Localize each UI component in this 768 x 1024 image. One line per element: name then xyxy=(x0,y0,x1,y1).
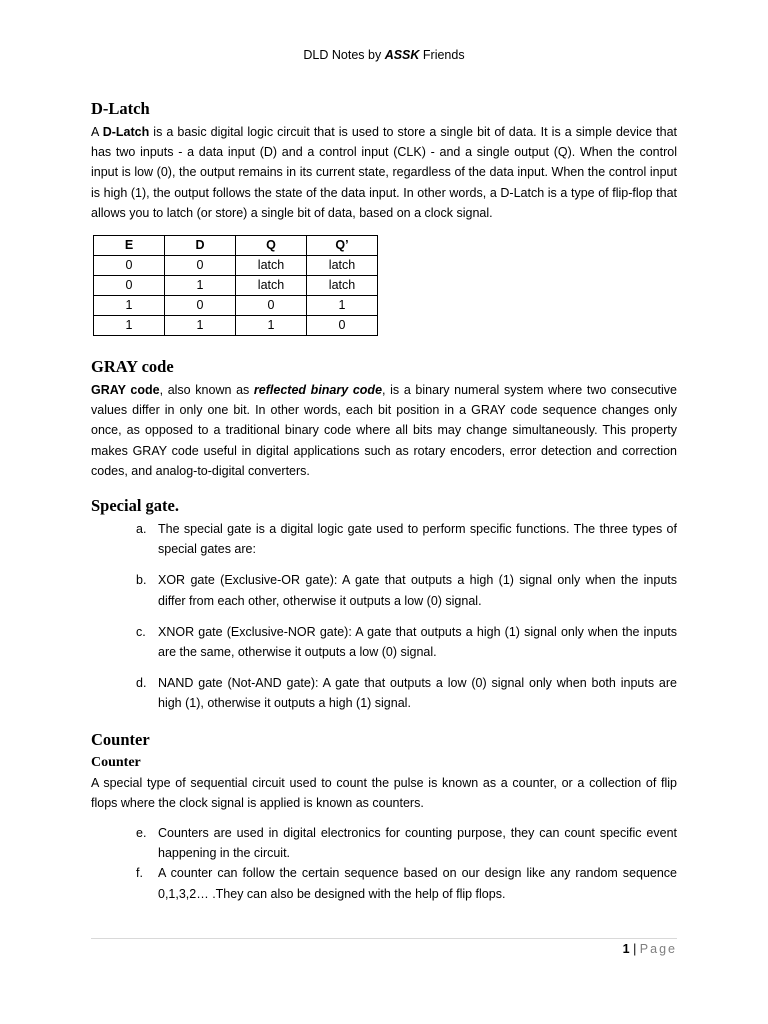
table-row xyxy=(94,276,378,296)
gray-p-post: , is a binary numeral system where two consecutive values differ in only one bit. In other words, each bit position in a GRAY code sequence changes only once, as opposed to a traditional binary code where all bits may change simultaneously. This property makes GRAY code useful in digital applications such as rotary encoders, error detection and correction codes, and analog-to-digital converters. xyxy=(91,383,677,478)
dlatch-p-bold: D-Latch xyxy=(102,125,150,139)
table-cell: latch xyxy=(307,256,378,276)
dlatch-section xyxy=(91,98,677,336)
table-cell: 1 xyxy=(236,316,307,336)
gray-paragraph xyxy=(91,380,677,481)
list-marker: a. xyxy=(136,522,147,537)
table-row xyxy=(94,296,378,316)
list-item xyxy=(91,823,677,863)
counter-paragraph: A special type of sequential circuit used to count the pulse is known as a counter, or a collection of flip flops where the clock signal is applied is known as counters. xyxy=(91,775,677,810)
gray-p-bold-italic: reflected binary code xyxy=(253,383,383,398)
counter-list xyxy=(91,823,677,904)
list-item xyxy=(91,622,677,662)
list-item xyxy=(91,570,677,610)
header-cell: Q’ xyxy=(307,236,378,256)
list-item-text: NAND gate (Not-AND gate): A gate that outputs a low (0) signal only when both inputs are high (1), otherwise it outputs a high (1) signal. xyxy=(158,676,677,711)
table-cell: 1 xyxy=(165,316,236,336)
header-cell: Q xyxy=(236,236,307,256)
list-marker: f. xyxy=(136,866,143,881)
table-cell: 0 xyxy=(94,256,165,276)
truth-table-header-row xyxy=(94,236,378,256)
header-cell: E xyxy=(94,236,165,256)
table-row xyxy=(94,256,378,276)
gray-heading: GRAY code xyxy=(91,357,174,377)
table-cell: 0 xyxy=(236,296,307,316)
special-gate-heading: Special gate. xyxy=(91,496,179,516)
list-item-label: XOR gate (Exclusive-OR gate): xyxy=(158,573,338,588)
table-cell: 0 xyxy=(165,296,236,316)
list-item-text: Counters are used in digital electronics for counting purpose, they can count specific event happening in the circuit. xyxy=(158,826,677,861)
header-cell: D xyxy=(165,236,236,256)
table-cell: 1 xyxy=(94,316,165,336)
gray-section xyxy=(91,356,677,481)
table-cell: 1 xyxy=(307,296,378,316)
page-header xyxy=(0,48,768,62)
list-marker: c. xyxy=(136,624,146,639)
special-gate-section xyxy=(91,495,677,714)
table-cell: latch xyxy=(236,276,307,296)
page-label: Page xyxy=(639,942,677,956)
list-item-text: XNOR gate (Exclusive-NOR gate): A gate that outputs a high (1) signal only when the inputs are the same, otherwise it outputs a low (0) signal. xyxy=(158,624,677,660)
list-item-text: The special gate is a digital logic gate used to perform specific functions. The three types of special gates are: xyxy=(158,522,677,557)
gray-p-mid: , also known as xyxy=(159,383,254,398)
list-item xyxy=(91,863,677,903)
list-item xyxy=(91,519,677,559)
page-footer xyxy=(623,942,677,956)
gray-p-bold: GRAY code xyxy=(91,383,160,398)
list-item-text: A counter can follow the certain sequence based on our design like any random sequence 0,1,3,2… .They can also be designed with the help of flip flops. xyxy=(158,866,677,901)
dlatch-p-post: is a basic digital logic circuit that is used to store a single bit of data. It is a simple device that has two inputs - a data input (D) and a control input (CLK) - and a single output (Q). When the control input is low (0), the output remains in its current state, regardless of the data input. When the control input is high (1), the output follows the state of the data input. In other words, a D-Latch is a type of flip-flop that allows you to latch (or store) a single bit of data, based on a clock signal. xyxy=(91,125,678,220)
footer-divider xyxy=(91,938,677,939)
special-gate-list xyxy=(91,519,677,714)
table-cell: 0 xyxy=(307,316,378,336)
list-marker: d. xyxy=(136,676,147,691)
list-marker: b. xyxy=(136,573,147,588)
table-cell: 0 xyxy=(94,276,165,296)
list-marker: e. xyxy=(136,826,147,841)
dlatch-paragraph xyxy=(91,122,677,223)
table-row xyxy=(94,316,378,336)
table-cell: 1 xyxy=(94,296,165,316)
header-text-bold: ASSK xyxy=(384,48,420,62)
counter-section xyxy=(91,729,677,904)
dlatch-heading: D-Latch xyxy=(91,99,150,118)
dlatch-p-pre: A xyxy=(91,125,103,139)
table-cell: latch xyxy=(307,276,378,296)
page-content xyxy=(91,98,677,904)
dlatch-truth-table xyxy=(93,235,378,336)
list-item xyxy=(91,673,677,713)
table-cell: latch xyxy=(236,256,307,276)
header-text-post: Friends xyxy=(419,48,465,62)
page-number: 1 xyxy=(622,942,630,956)
list-item-text: A gate that outputs a high (1) signal only when the inputs differ from each other, otherwise it outputs a low (0) signal. xyxy=(158,573,677,608)
counter-heading: Counter xyxy=(91,729,150,749)
table-cell: 0 xyxy=(165,256,236,276)
footer-separator: | xyxy=(629,942,640,956)
table-cell: 1 xyxy=(165,276,236,296)
header-text-pre: DLD Notes by xyxy=(303,48,385,62)
counter-subheading: Counter xyxy=(91,754,141,770)
